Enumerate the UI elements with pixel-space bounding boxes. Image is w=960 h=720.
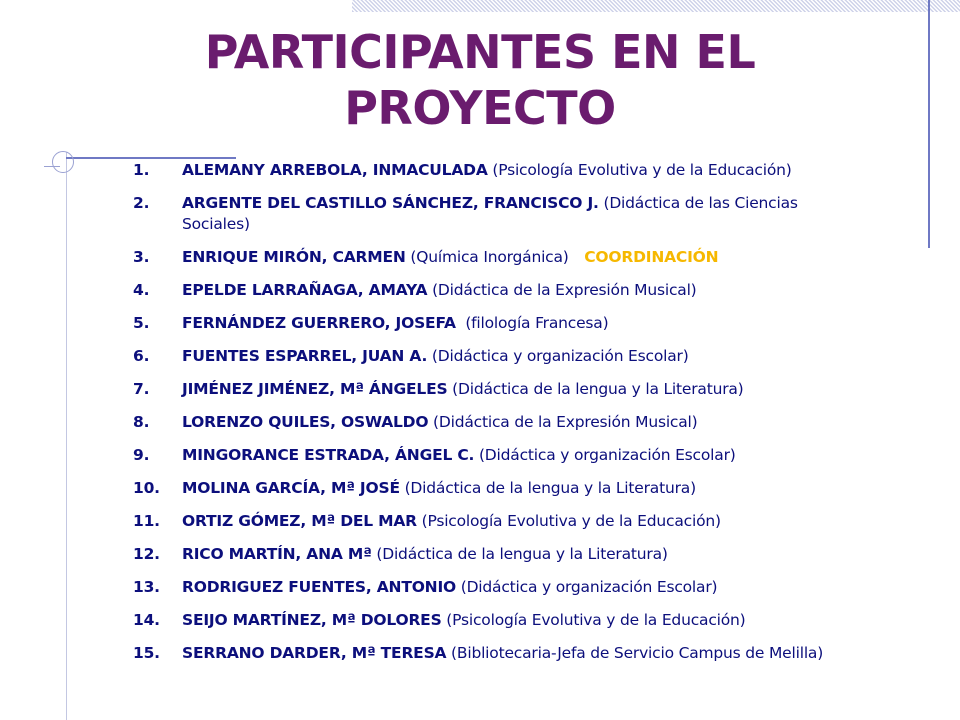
coordination-label: COORDINACIÓN <box>568 248 719 266</box>
list-item-number: 12. <box>133 545 160 563</box>
list-item-number: 8. <box>133 413 150 431</box>
list-item <box>124 610 844 631</box>
decorative-hatch-band <box>352 0 960 12</box>
participant-name: SERRANO DARDER, Mª TERESA <box>182 644 447 662</box>
slide-title <box>120 24 840 136</box>
decorative-horizontal-line <box>66 157 236 159</box>
list-item <box>124 544 844 565</box>
participant-name: MINGORANCE ESTRADA, ÁNGEL C. <box>182 446 475 464</box>
list-item-number: 14. <box>133 611 160 629</box>
participant-department: (Psicología Evolutiva y de la Educación) <box>487 161 792 179</box>
participant-name: ALEMANY ARREBOLA, INMACULADA <box>182 161 488 179</box>
list-item <box>124 280 844 301</box>
decorative-vertical-line-left <box>66 152 67 720</box>
list-item <box>124 346 844 367</box>
list-item <box>124 445 844 466</box>
participant-department: (Didáctica y organización Escolar) <box>456 578 718 596</box>
participant-department: (Didáctica de la Expresión Musical) <box>428 413 698 431</box>
list-item <box>124 643 844 664</box>
participant-name: ARGENTE DEL CASTILLO SÁNCHEZ, FRANCISCO J. <box>182 194 599 212</box>
list-item <box>124 577 844 598</box>
list-item <box>124 193 844 235</box>
list-item-number: 5. <box>133 314 150 332</box>
list-item <box>124 160 844 181</box>
list-item-number: 15. <box>133 644 160 662</box>
participant-department: (Psicología Evolutiva y de la Educación) <box>441 611 746 629</box>
participant-name: LORENZO QUILES, OSWALDO <box>182 413 429 431</box>
list-item-number: 1. <box>133 161 150 179</box>
participant-department: (Didáctica y organización Escolar) <box>427 347 689 365</box>
participant-list <box>124 160 844 676</box>
participant-name: RICO MARTÍN, ANA Mª <box>182 545 372 563</box>
list-item <box>124 412 844 433</box>
participant-name: SEIJO MARTÍNEZ, Mª DOLORES <box>182 611 442 629</box>
participant-name: ORTIZ GÓMEZ, Mª DEL MAR <box>182 512 417 530</box>
list-item-number: 13. <box>133 578 160 596</box>
participant-department: (Didáctica de la lengua y la Literatura) <box>447 380 744 398</box>
participant-name: MOLINA GARCÍA, Mª JOSÉ <box>182 479 400 497</box>
list-item-number: 9. <box>133 446 150 464</box>
participant-department: (Psicología Evolutiva y de la Educación) <box>416 512 721 530</box>
participant-department: (Bibliotecaria-Jefa de Servicio Campus de Melilla) <box>446 644 824 662</box>
title-line-1: PARTICIPANTES EN EL <box>204 25 756 79</box>
participant-department: (Didáctica de la Expresión Musical) <box>427 281 697 299</box>
list-item-number: 4. <box>133 281 150 299</box>
decorative-tick <box>44 166 60 167</box>
list-item <box>124 511 844 532</box>
participant-name: JIMÉNEZ JIMÉNEZ, Mª ÁNGELES <box>182 380 448 398</box>
decorative-vertical-line-right <box>928 0 930 248</box>
participant-name: ENRIQUE MIRÓN, CARMEN <box>182 248 406 266</box>
participant-department: (Didáctica y organización Escolar) <box>474 446 736 464</box>
list-item-number: 7. <box>133 380 150 398</box>
participant-name: RODRIGUEZ FUENTES, ANTONIO <box>182 578 456 596</box>
list-item-number: 3. <box>133 248 150 266</box>
participant-department: (Didáctica de la lengua y la Literatura) <box>399 479 696 497</box>
list-item <box>124 313 844 334</box>
list-item <box>124 247 844 268</box>
list-item-number: 10. <box>133 479 160 497</box>
participant-name: EPELDE LARRAÑAGA, AMAYA <box>182 281 428 299</box>
participant-department: (filología Francesa) <box>455 314 609 332</box>
list-item <box>124 379 844 400</box>
list-item-number: 6. <box>133 347 150 365</box>
title-line-2: PROYECTO <box>344 81 616 135</box>
participant-name: FUENTES ESPARREL, JUAN A. <box>182 347 428 365</box>
decorative-ring-icon <box>52 151 74 173</box>
participant-department: (Química Inorgánica) <box>405 248 569 266</box>
participant-department: (Didáctica de la lengua y la Literatura) <box>371 545 668 563</box>
participant-department: (Didáctica de las Ciencias Sociales) <box>182 194 803 233</box>
list-item-number: 11. <box>133 512 160 530</box>
list-item-number: 2. <box>133 194 150 212</box>
list-item <box>124 478 844 499</box>
participant-name: FERNÁNDEZ GUERRERO, JOSEFA <box>182 314 456 332</box>
